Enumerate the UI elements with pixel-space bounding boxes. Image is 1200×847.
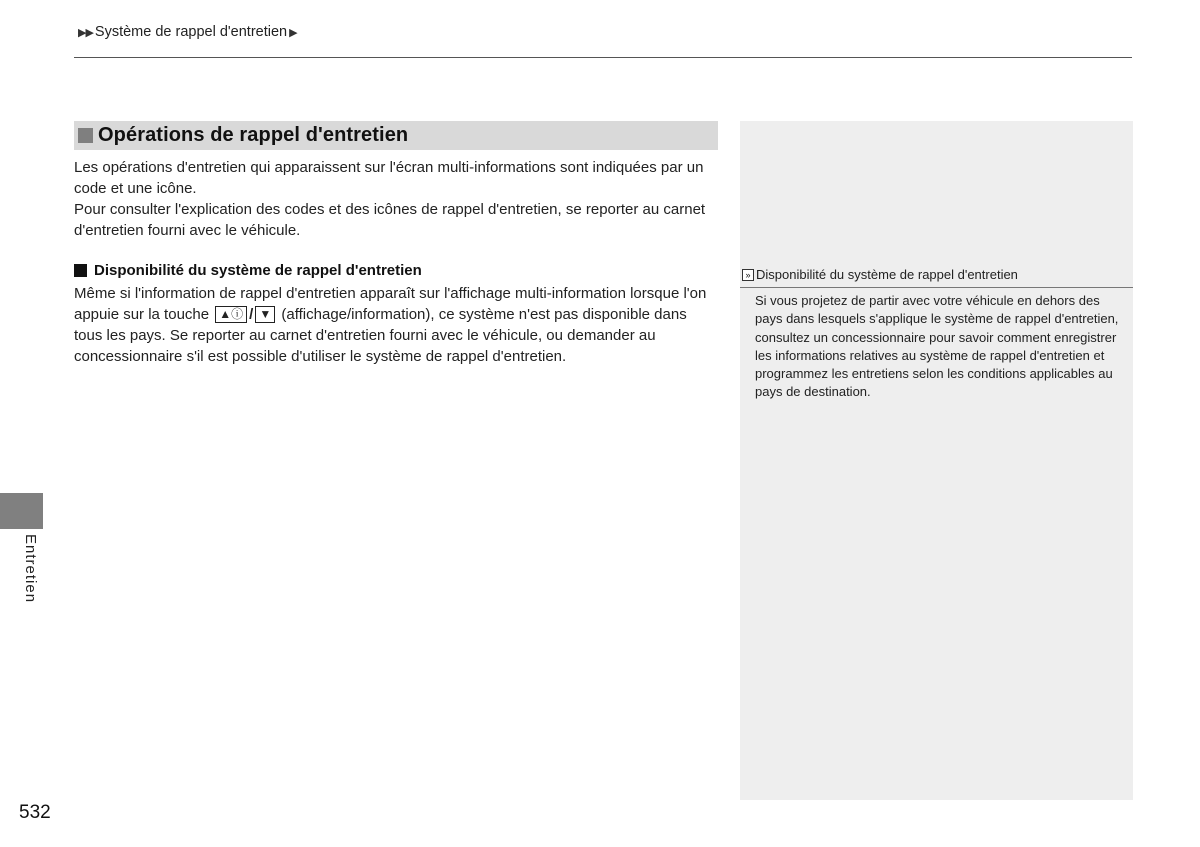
subsection-header: [74, 262, 422, 279]
chapter-label: Entretien: [22, 534, 39, 604]
sidebar-heading: [740, 267, 1133, 288]
section-paragraph-2: Pour consulter l'explication des codes et des icônes de rappel d'entretien, se reporter au carnet d'entretien fourni avec le véhicule.: [74, 201, 706, 239]
key-separator: /: [249, 306, 254, 323]
info-up-button-icon: ▲ⓘ: [215, 306, 247, 323]
chapter-tab: [0, 493, 43, 529]
section-paragraph-1: Les opérations d'entretien qui apparaissent sur l'écran multi-informations sont indiquées par un code et une icône.: [74, 159, 704, 197]
subsection-text-after: (affichage/information), ce système n'est pas disponible dans tous les pays. Se reporter au carnet d'entretien fourni avec le véhicule, ou demander au concessionnaire s'il est possible d'utiliser le système de rappel d'entretien.: [74, 306, 687, 365]
section-header: [74, 121, 718, 150]
sidebar-notes-panel: [740, 121, 1133, 800]
down-button-icon: ▼: [255, 306, 275, 323]
section-title: Opérations de rappel d'entretien: [98, 124, 409, 146]
subsection-square-icon: [74, 264, 87, 277]
subsection-title: Disponibilité du système de rappel d'entretien: [94, 262, 422, 279]
subsection-body: [74, 283, 719, 367]
section-square-icon: [78, 128, 93, 143]
sidebar-note-text: Si vous projetez de partir avec votre véhicule en dehors des pays dans lesquels s'applique le système de rappel d'entretien, consultez un concessionnaire pour savoir comment enregistrer les informations relatives au système de rappel d'entretien et programmez les entretiens selon les conditions applicables au pays de destination.: [755, 293, 1119, 400]
reference-mark-icon: »: [742, 269, 754, 281]
subsection-text-before: Même si l'information de rappel d'entretien apparaît sur l'affichage multi-information lorsque l'on appuie sur la touche: [74, 285, 707, 323]
sidebar-heading-label: Disponibilité du système de rappel d'entretien: [756, 267, 1018, 282]
section-body: [74, 157, 719, 241]
breadcrumb: [78, 24, 297, 40]
header-divider: [74, 57, 1132, 58]
breadcrumb-label[interactable]: Système de rappel d'entretien: [94, 24, 288, 40]
breadcrumb-arrows-icon: ▶▶: [78, 26, 93, 39]
breadcrumb-arrow-icon: ▶: [289, 26, 297, 39]
page-number: 532: [19, 802, 51, 823]
